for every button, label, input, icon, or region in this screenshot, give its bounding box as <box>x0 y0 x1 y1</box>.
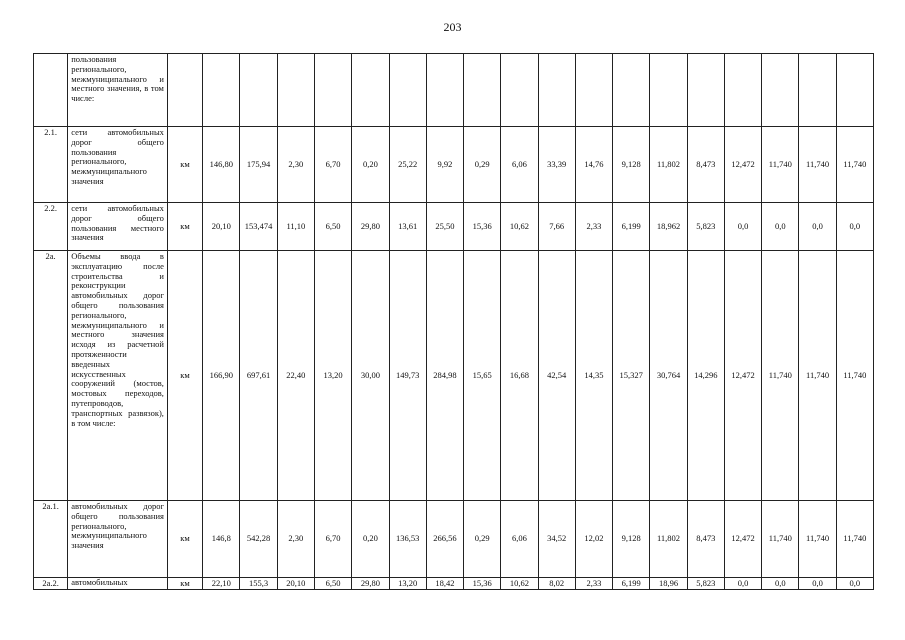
row-description-cell: сети автомобильных дорог общего пользования регионального, межмуниципального значения <box>68 127 168 203</box>
value-cell: 0,20 <box>352 127 389 203</box>
row-number-cell: 2a.1. <box>34 501 68 578</box>
row-description-cell: автомобильных дорог общего пользования регионального, межмуниципального значения <box>68 501 168 578</box>
value-cell: 18,42 <box>426 578 463 590</box>
value-cell: 11,740 <box>836 501 873 578</box>
value-cell: 0,0 <box>799 578 836 590</box>
value-cell <box>426 54 463 127</box>
page-number: 203 <box>443 20 462 34</box>
value-cell: 11,802 <box>650 127 687 203</box>
table-row <box>34 203 874 251</box>
value-cell: 13,20 <box>389 578 426 590</box>
value-cell: 155,3 <box>240 578 277 590</box>
value-cell: 7,66 <box>538 203 575 251</box>
value-cell: 6,70 <box>314 127 351 203</box>
value-cell: 14,35 <box>575 251 612 501</box>
value-cell <box>277 54 314 127</box>
value-cell: 0,0 <box>762 578 799 590</box>
value-cell: 15,65 <box>464 251 501 501</box>
value-cell: 284,98 <box>426 251 463 501</box>
value-cell: 5,823 <box>687 203 724 251</box>
value-cell: 153,474 <box>240 203 277 251</box>
value-cell <box>687 54 724 127</box>
value-cell: 12,472 <box>724 127 761 203</box>
value-cell: 20,10 <box>203 203 240 251</box>
unit-cell: км <box>167 578 202 590</box>
value-cell: 166,90 <box>203 251 240 501</box>
value-cell: 136,53 <box>389 501 426 578</box>
table-row <box>34 578 874 590</box>
value-cell: 29,80 <box>352 578 389 590</box>
unit-cell: км <box>167 501 202 578</box>
value-cell <box>352 54 389 127</box>
value-cell: 13,20 <box>314 251 351 501</box>
value-cell: 30,00 <box>352 251 389 501</box>
value-cell: 6,06 <box>501 501 538 578</box>
value-cell: 14,76 <box>575 127 612 203</box>
value-cell: 0,20 <box>352 501 389 578</box>
value-cell: 13,61 <box>389 203 426 251</box>
value-cell: 11,740 <box>836 127 873 203</box>
value-cell: 16,68 <box>501 251 538 501</box>
value-cell: 33,39 <box>538 127 575 203</box>
value-cell: 0,0 <box>724 203 761 251</box>
row-number-cell <box>34 54 68 127</box>
row-number-cell: 2a. <box>34 251 68 501</box>
value-cell: 0,29 <box>464 127 501 203</box>
table-body <box>34 54 874 590</box>
value-cell: 15,327 <box>613 251 650 501</box>
value-cell: 8,473 <box>687 127 724 203</box>
value-cell: 5,823 <box>687 578 724 590</box>
value-cell: 175,94 <box>240 127 277 203</box>
value-cell: 8,473 <box>687 501 724 578</box>
value-cell: 30,764 <box>650 251 687 501</box>
row-description-cell: Объемы ввода в эксплуатацию после строительства и реконструкции автомобильных дорог общего пользования регионального, межмуниципального и местного значения исходя из расчетной протяженности введенных искусственных сооружений (мостов, мостовых переходов, путепроводов, транспортных развязок), в том числе: <box>68 251 168 501</box>
value-cell: 42,54 <box>538 251 575 501</box>
row-description-cell: автомобильных <box>68 578 168 590</box>
value-cell: 2,33 <box>575 203 612 251</box>
row-number-cell: 2.2. <box>34 203 68 251</box>
value-cell: 149,73 <box>389 251 426 501</box>
row-number-cell: 2a.2. <box>34 578 68 590</box>
value-cell: 29,80 <box>352 203 389 251</box>
value-cell: 11,740 <box>799 501 836 578</box>
table-row <box>34 54 874 127</box>
value-cell <box>575 54 612 127</box>
value-cell: 11,740 <box>762 127 799 203</box>
value-cell: 146,8 <box>203 501 240 578</box>
value-cell: 2,30 <box>277 127 314 203</box>
value-cell: 0,0 <box>836 203 873 251</box>
value-cell: 0,0 <box>799 203 836 251</box>
value-cell: 6,199 <box>613 203 650 251</box>
table-row <box>34 127 874 203</box>
value-cell: 11,740 <box>762 501 799 578</box>
value-cell: 6,06 <box>501 127 538 203</box>
value-cell <box>724 54 761 127</box>
value-cell: 11,802 <box>650 501 687 578</box>
value-cell: 0,0 <box>762 203 799 251</box>
row-description-cell: пользования регионального, межмуниципального и местного значения, в том числе: <box>68 54 168 127</box>
value-cell <box>501 54 538 127</box>
value-cell: 8,02 <box>538 578 575 590</box>
value-cell: 0,0 <box>836 578 873 590</box>
value-cell: 11,740 <box>799 251 836 501</box>
value-cell: 0,0 <box>724 578 761 590</box>
value-cell: 10,62 <box>501 578 538 590</box>
value-cell <box>836 54 873 127</box>
value-cell: 9,128 <box>613 127 650 203</box>
value-cell: 9,128 <box>613 501 650 578</box>
table-row <box>34 501 874 578</box>
value-cell: 6,50 <box>314 203 351 251</box>
value-cell: 15,36 <box>464 578 501 590</box>
value-cell: 542,28 <box>240 501 277 578</box>
unit-cell: км <box>167 127 202 203</box>
value-cell: 25,50 <box>426 203 463 251</box>
value-cell <box>650 54 687 127</box>
value-cell: 266,56 <box>426 501 463 578</box>
value-cell <box>762 54 799 127</box>
value-cell: 22,10 <box>203 578 240 590</box>
value-cell: 18,96 <box>650 578 687 590</box>
value-cell: 11,740 <box>762 251 799 501</box>
value-cell: 6,50 <box>314 578 351 590</box>
row-description-cell: сети автомобильных дорог общего пользования местного значения <box>68 203 168 251</box>
value-cell: 2,33 <box>575 578 612 590</box>
unit-cell <box>167 54 202 127</box>
value-cell: 18,962 <box>650 203 687 251</box>
value-cell: 22,40 <box>277 251 314 501</box>
value-cell: 11,740 <box>836 251 873 501</box>
value-cell <box>799 54 836 127</box>
value-cell: 34,52 <box>538 501 575 578</box>
value-cell: 12,02 <box>575 501 612 578</box>
value-cell: 9,92 <box>426 127 463 203</box>
unit-cell: км <box>167 251 202 501</box>
value-cell: 14,296 <box>687 251 724 501</box>
data-table <box>33 53 874 590</box>
value-cell <box>389 54 426 127</box>
value-cell: 697,61 <box>240 251 277 501</box>
value-cell: 6,199 <box>613 578 650 590</box>
value-cell: 20,10 <box>277 578 314 590</box>
value-cell: 12,472 <box>724 501 761 578</box>
value-cell: 10,62 <box>501 203 538 251</box>
value-cell <box>538 54 575 127</box>
value-cell: 12,472 <box>724 251 761 501</box>
row-number-cell: 2.1. <box>34 127 68 203</box>
value-cell: 15,36 <box>464 203 501 251</box>
value-cell: 11,740 <box>799 127 836 203</box>
value-cell: 11,10 <box>277 203 314 251</box>
value-cell <box>203 54 240 127</box>
value-cell: 6,70 <box>314 501 351 578</box>
unit-cell: км <box>167 203 202 251</box>
value-cell: 146,80 <box>203 127 240 203</box>
value-cell: 0,29 <box>464 501 501 578</box>
value-cell <box>314 54 351 127</box>
table-row <box>34 251 874 501</box>
value-cell <box>240 54 277 127</box>
value-cell <box>613 54 650 127</box>
value-cell <box>464 54 501 127</box>
value-cell: 25,22 <box>389 127 426 203</box>
value-cell: 2,30 <box>277 501 314 578</box>
